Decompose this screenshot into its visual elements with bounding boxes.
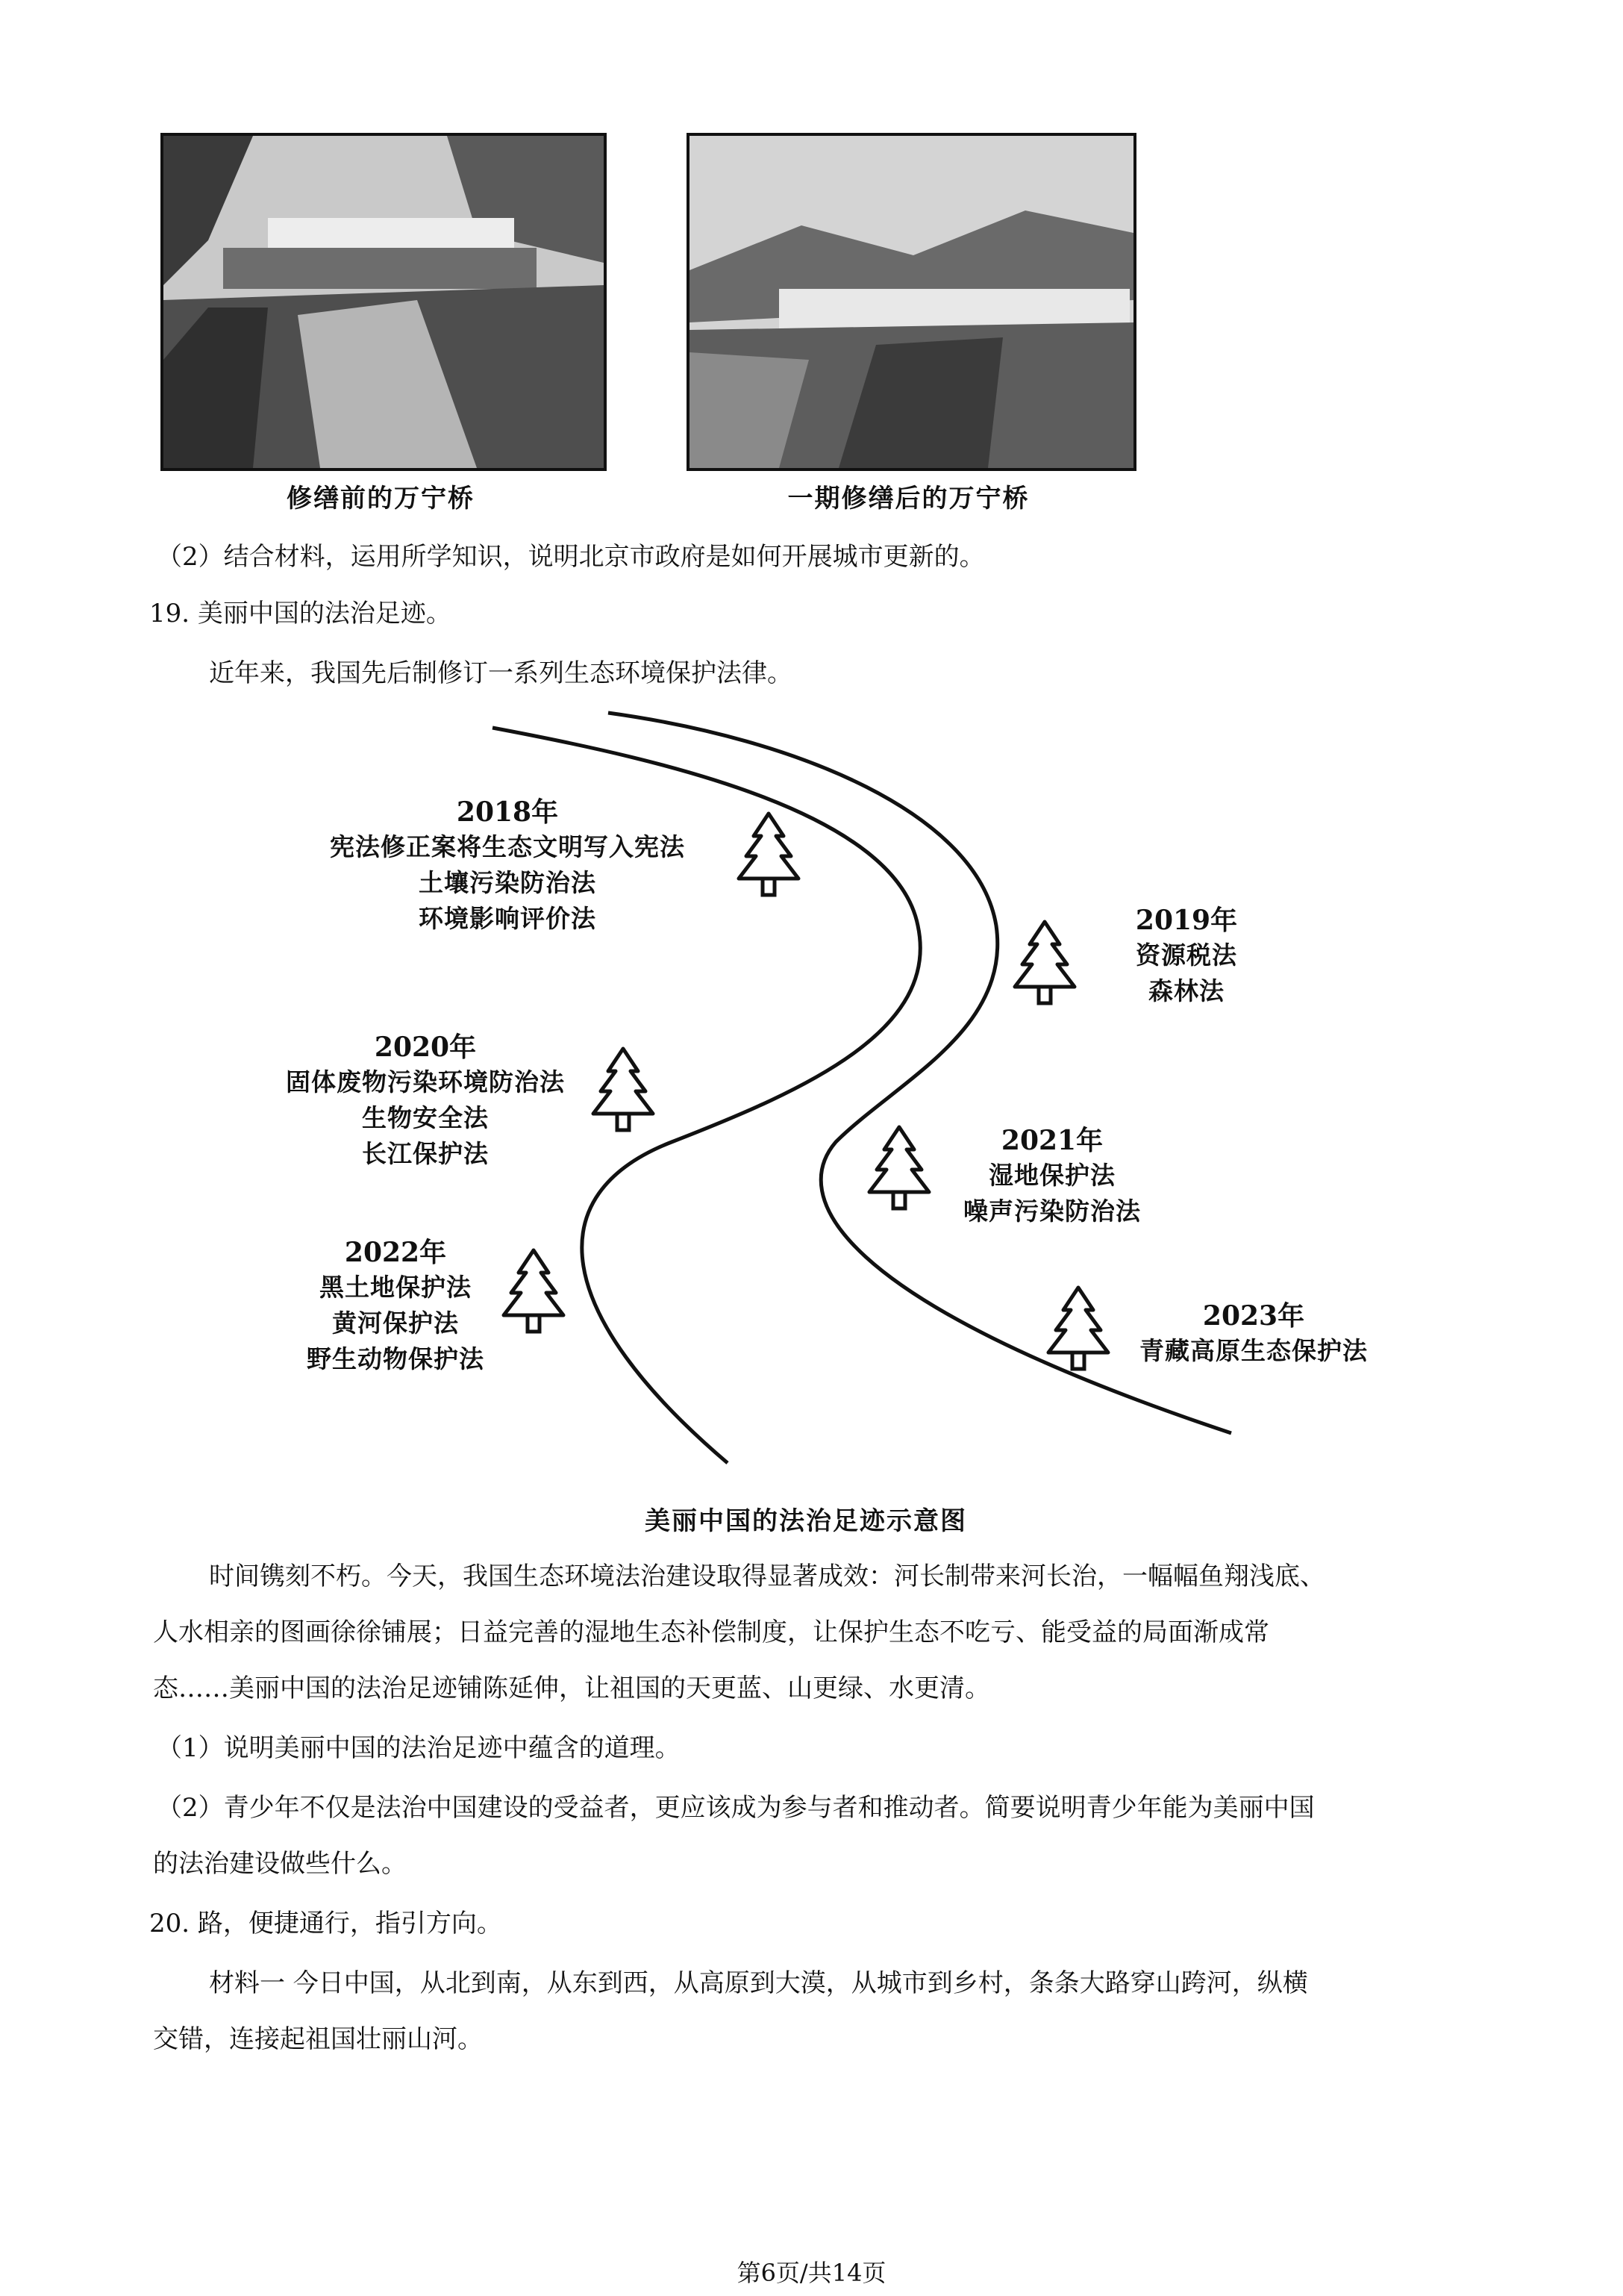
tree-icon	[500, 1247, 567, 1336]
page-number: 第6页/共14页	[737, 2259, 886, 2287]
event-item: 野生动物保护法	[307, 1344, 484, 1373]
event-year: 2020年	[374, 1032, 477, 1063]
event-year: 2018年	[456, 796, 559, 828]
event-2018	[284, 791, 731, 937]
event-year: 2023年	[1202, 1300, 1305, 1332]
figure-caption: 美丽中国的法治足迹示意图	[645, 1506, 967, 1536]
q19-title: 19. 美丽中国的法治足迹。	[149, 599, 451, 628]
q19-sub2-line: （2）青少年不仅是法治中国建设的受益者，更应该成为参与者和推动者。简要说明青少年能为美丽中国	[157, 1793, 1315, 1823]
event-item: 宪法修正案将生态文明写入宪法	[330, 832, 685, 861]
event-item: 资源税法	[1136, 940, 1237, 970]
q20-material1-line: 材料一 今日中国，从北到南，从东到西，从高原到大漠，从城市到乡村，条条大路穿山跨河，纵横	[209, 1968, 1308, 1998]
event-item: 青藏高原生态保护法	[1139, 1336, 1368, 1365]
event-item: 固体废物污染环境防治法	[286, 1067, 565, 1096]
q20-title: 20. 路，便捷通行，指引方向。	[149, 1909, 502, 1938]
event-2022	[284, 1232, 507, 1377]
q19-intro: 近年来，我国先后制修订一系列生态环境保护法律。	[209, 658, 792, 688]
event-year: 2022年	[344, 1237, 447, 1268]
event-year: 2019年	[1135, 905, 1238, 936]
event-item: 黄河保护法	[332, 1308, 459, 1338]
photo-after-caption: 一期修缮后的万宁桥	[787, 484, 1030, 514]
event-item: 噪声污染防治法	[963, 1197, 1141, 1226]
event-2020	[261, 1026, 590, 1172]
event-item: 森林法	[1148, 976, 1225, 1005]
paragraph-line: 人水相亲的图画徐徐铺展；日益完善的湿地生态补偿制度，让保护生态不吃亏、能受益的局面渐成常	[153, 1618, 1269, 1647]
event-item: 长江保护法	[362, 1139, 489, 1168]
photo-before-caption: 修缮前的万宁桥	[287, 484, 475, 514]
event-item: 生物安全法	[362, 1103, 489, 1132]
event-item: 环境影响评价法	[419, 904, 596, 933]
tree-icon	[1045, 1284, 1112, 1373]
tree-icon	[866, 1123, 933, 1213]
q20-material1-line: 交错，连接起祖国壮丽山河。	[153, 2024, 483, 2054]
event-item: 土壤污染防治法	[419, 868, 596, 897]
event-item: 黑土地保护法	[319, 1273, 472, 1302]
q18-sub2: （2）结合材料，运用所学知识，说明北京市政府是如何开展城市更新的。	[157, 542, 985, 572]
event-2021	[933, 1120, 1172, 1229]
tree-icon	[1011, 918, 1078, 1008]
q19-sub2-line: 的法治建设做些什么。	[153, 1849, 407, 1879]
paragraph-line: 时间镌刻不朽。今天，我国生态环境法治建设取得显著成效：河长制带来河长治，一幅幅鱼翔浅底、	[209, 1562, 1325, 1591]
tree-icon	[590, 1045, 657, 1135]
paragraph-line: 态……美丽中国的法治足迹铺陈延伸，让祖国的天更蓝、山更绿、水更清。	[153, 1673, 990, 1703]
q19-sub1: （1）说明美丽中国的法治足迹中蕴含的道理。	[157, 1733, 681, 1763]
event-item: 湿地保护法	[989, 1161, 1116, 1190]
event-year: 2021年	[1001, 1125, 1104, 1156]
event-2023	[1104, 1295, 1403, 1369]
event-2019	[1075, 899, 1298, 1009]
tree-icon	[735, 810, 802, 899]
